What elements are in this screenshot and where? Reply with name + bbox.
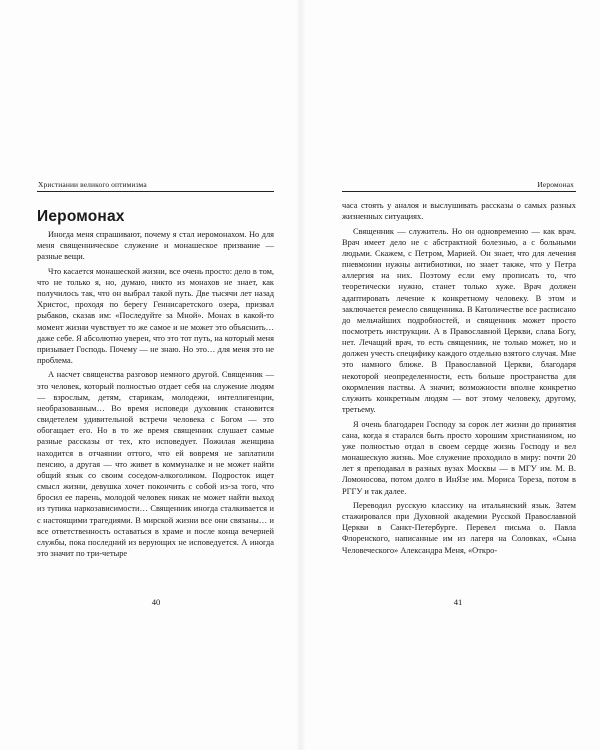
right-page (302, 0, 600, 750)
chapter-title: Иеромонах (37, 208, 125, 225)
left-page (0, 0, 298, 750)
body-text (37, 229, 274, 559)
paragraph: Что касается монашеской жизни, все очень просто: дело в том, что не только я, но, думаю, никто из монахов не знает, как получилось так, что он выбрал такой путь. Две тысячи лет назад Христос, проходя по берегу Геннисаретского озера, призвал рыбаков, сказав им: «Последуйте за Мной». Монах в какой-то момент жизни чувствует то же самое и не может это объяснить… даже себе. Я абсолютно уверен, что это тот путь, на который меня призывает Господь. Почему — не знаю. Но это… для меня это не проблема. (37, 266, 274, 366)
header-rule (37, 191, 274, 192)
paragraph: Священник — служитель. Но он одновременно — как врач. Врач имеет дело не с абстрактной болезнью, а с больными людьми. Скажем, с Петром, Марией. Он знает, что для лечения пневмонии нужны антибиотики, но знает также, что у Петра аллергия на них. Поэтому если ему прописать то, что теоретически нужно, станет только хуже. Врач должен адаптировать лечение к конкретному человеку. В этом и заключается ремесло священника. В Католичестве все расписано до мельчайших подробностей, и священник может просто посмотреть инструкции. А в Православной Церкви, слава Богу, нет. Лечащий врач, то есть священник, не только может, но и должен учесть специфику каждого отдельно взятого случая. Мне это намного ближе. В Православной Церкви, благодаря некоторой неопределенности, есть больше пространства для окормления паствы. А значит, возможности вполне конкретно служить конкретным людям — вот этому человеку, другому, третьему. (342, 226, 576, 415)
body-text (342, 200, 576, 556)
paragraph-continuation: часа стоять у аналоя и выслушивать рассказы о самых разных жизненных ситуациях. (342, 201, 576, 222)
paragraph: А насчет священства разговор немного другой. Священник — это человек, который полностью отдает себя на служение людям — взрослым, детям, старикам, молодежи, интеллигенции, необразованным… Во время исповеди духовник становится свидетелем удивительной встречи человека с Богом — это обогащает его. Но в то же время священник слушает самые разные рассказы от тех, кто исповедует. Пожилая женщина находится в отчаянии оттого, что ей вовремя не заплатили пенсию, а другая — что живет в коммуналке и не может найти общий язык со своим соседом-алкоголиком. Подросток ищет смысл жизни, девушка хочет покончить с собой из-за того, что бросил ее парень, молодой человек никак не может найти выход из тупика наркозависимости… Священник иногда сталкивается и с настоящими трагедиями. В мирской жизни все они связаны… и все ответственность оставаться в храме и после конца вечерней службы, пока последний из верующих не исповедуется. А иногда это значит по три-четыре (37, 370, 274, 558)
page-number: 40 (151, 597, 161, 607)
paragraph: Иногда меня спрашивают, почему я стал иеромонахом. Но для меня священническое служение и монашеское призвание — разные вещи. (37, 230, 274, 262)
page-number: 41 (453, 597, 463, 607)
paragraph: Я очень благодарен Господу за сорок лет жизни до принятия сана, когда я старался быть просто хорошим христианином, но уже полностью отдал в своем сердце жизнь Господу и вел монашескую жизнь. Мое служение проходило в миру: почти 20 лет я преподавал в разных вузах Москвы — в МГУ им. М. В. Ломоносова, потом долго в ИнЯзе им. Мориса Тореза, потом в РГГУ и так далее. (342, 419, 576, 496)
running-header: Христиании великого оптимизма (38, 180, 147, 189)
running-header: Иеромонах (537, 180, 574, 189)
header-rule (342, 191, 576, 192)
paragraph: Переводил русскую классику на итальянский язык. Затем стажировался при Духовной академии Русской Православной Церкви в Санкт-Петербурге. Перевел письма о. Павла Флоренского, написанные им из лагеря на Соловках, «Сына Человеческого» Александра Меня, «Откро- (342, 500, 576, 555)
